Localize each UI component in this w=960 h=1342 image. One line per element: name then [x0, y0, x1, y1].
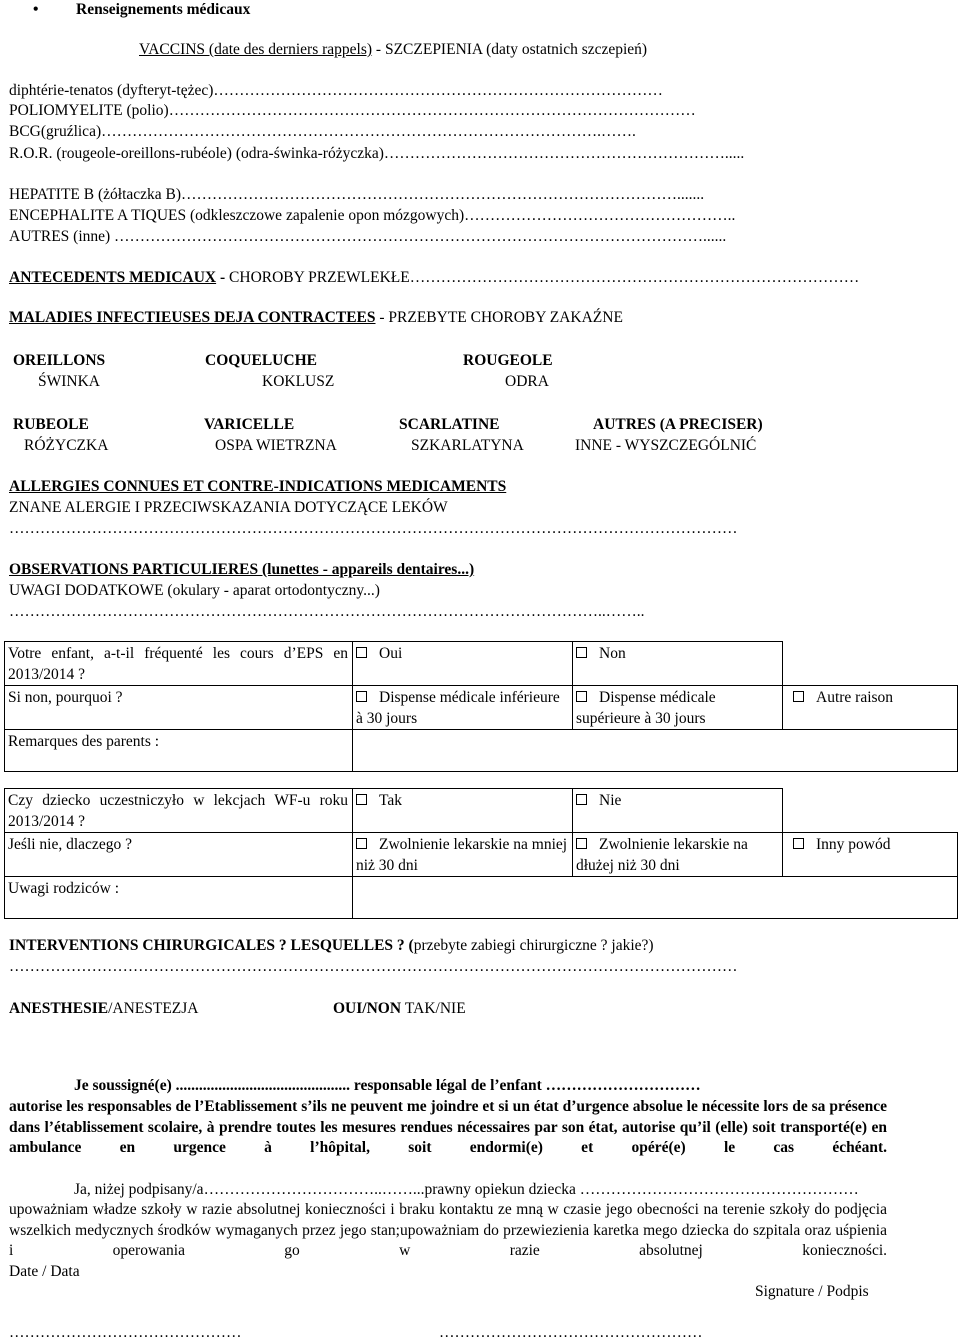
anesthesie-label-pl: /ANESTEZJA	[108, 1000, 199, 1017]
eps-table-pl	[4, 788, 958, 919]
vaccines-heading	[139, 40, 647, 59]
option-label: Oui	[379, 645, 403, 662]
vaccine-line-autres: AUTRES (inne) ……………………………………………………………………………………………………......	[9, 228, 727, 245]
checkbox-icon	[793, 691, 804, 702]
eps-question-pl: Czy dziecko uczestniczyło w lekcjach WF-u roku 2013/2014 ?	[5, 789, 353, 833]
disease-label-fr: RUBEOLE	[13, 416, 89, 433]
checkbox-icon	[356, 794, 367, 805]
disease-scarlatine-checkbox[interactable]	[395, 415, 500, 435]
date-label: Date / Data	[9, 1263, 80, 1280]
declaration-fr-line: Je soussigné(e) ............................................. responsable légal de l’enfant …………………………	[74, 1077, 701, 1094]
eps-superieure-option[interactable]	[573, 686, 783, 730]
disease-label-pl: SZKARLATYNA	[411, 437, 524, 454]
eps-remarques-field-fr[interactable]	[353, 730, 958, 772]
vaccines-heading-pl: SZCZEPIENIA (daty ostatnich szczepień)	[384, 41, 648, 58]
option-label: Dispense médicale supérieure à 30 jours	[576, 689, 716, 727]
disease-label-pl: RÓŻYCZKA	[24, 437, 109, 454]
antecedents-label-pl: CHOROBY PRZEWLEKŁE……………………………………………………………………………	[229, 269, 860, 286]
option-label: Tak	[379, 792, 403, 809]
disease-rubeole-checkbox[interactable]	[9, 415, 89, 435]
eps-remarques-label-fr: Remarques des parents :	[5, 730, 353, 772]
anesthesie-answer-pl: TAK/NIE	[404, 1000, 466, 1017]
disease-label-fr: ROUGEOLE	[463, 352, 553, 369]
maladies-label-pl: - PRZEBYTE CHOROBY ZAKAŹNE	[379, 309, 623, 326]
vaccine-line-polio: POLIOMYELITE (polio)…………………………………………………………………………………………	[9, 102, 696, 119]
anesthesie-answer[interactable]	[333, 999, 466, 1018]
vaccines-heading-fr: VACCINS (date des derniers rappels)	[139, 41, 373, 58]
anesthesie-label-fr: ANESTHESIE	[9, 1000, 109, 1017]
disease-varicelle-checkbox[interactable]	[200, 415, 294, 435]
declaration-fr-paragraph: autorise les responsables de l’Etablissement s’ils ne peuvent me joindre et si un état d’urgence absolue le nécessite lors de sa présence dans l’établissement scolaire, à prendre toutes les mesures rendues nécessaires par son état, autorise qu’il (elle) soit transporté(e) en ambulance en urgence à l’hôpital, soit endormi(e) et opéré(e) le cas échéant.	[9, 1098, 887, 1156]
allergies-label-fr: ALLERGIES CONNUES ET CONTRE-INDICATIONS MEDICAMENTS	[9, 478, 507, 495]
eps-dluzej-option[interactable]	[573, 833, 783, 877]
anesthesie-label	[9, 999, 199, 1018]
empty-cell	[783, 789, 958, 833]
disease-label-pl: ŚWINKA	[38, 373, 100, 390]
vaccine-line-ror: R.O.R. (rougeole-oreillons-rubéole) (odra-świnka-różyczka)………………………………………………………….....	[9, 145, 745, 162]
disease-label-fr: COQUELUCHE	[205, 352, 317, 369]
disease-label-fr: OREILLONS	[13, 352, 106, 369]
allergies-dots[interactable]: ……………………………………………………………………………………………………………………………	[9, 520, 738, 537]
eps-uwagi-label-pl: Uwagi rodziców :	[5, 877, 353, 919]
eps-inny-option[interactable]	[783, 833, 958, 877]
disease-label-pl: OSPA WIETRZNA	[215, 437, 337, 454]
eps-no-option[interactable]	[573, 642, 783, 686]
vaccine-line-diphterie: diphtérie-tenatos (dyfteryt-tężec)……………………………………………………………………………	[9, 82, 663, 99]
eps-table-fr	[4, 641, 958, 772]
option-label: Autre raison	[816, 689, 894, 706]
vaccine-line-hepatite: HEPATITE B (żółtaczka B)…………………………………………………………………………………….......	[9, 186, 705, 203]
observations-dots[interactable]: ……………………………………………………………………………………………………..……..	[9, 603, 645, 620]
checkbox-icon	[576, 691, 587, 702]
antecedents-label-fr: ANTECEDENTS MEDICAUX	[9, 269, 217, 286]
eps-reason-question-pl: Jeśli nie, dlaczego ?	[5, 833, 353, 877]
checkbox-icon	[576, 794, 587, 805]
section-title: Renseignements médicaux	[76, 1, 251, 18]
interventions-dots[interactable]: ……………………………………………………………………………………………………………………………	[9, 958, 738, 975]
disease-label-pl: KOKLUSZ	[262, 373, 335, 390]
declaration-pl-paragraph: upoważniam władze szkoły w razie absolutnej konieczności i braku kontaktu ze mną w czasie jego obecności na terenie szkoły do podjęcia wszelkich medycznych środków wymaganych przez jego stan;upoważniam do przewiezienia karetka mego dziecka do szpitala oraz uśpienia i operowania go w razie absolutnej konieczności.	[9, 1201, 887, 1259]
disease-oreillons-checkbox[interactable]	[9, 351, 105, 371]
checkbox-icon	[356, 838, 367, 849]
section-bullet: •	[33, 1, 39, 18]
disease-label-pl: ODRA	[505, 373, 549, 390]
option-label: Inny powód	[816, 836, 891, 853]
option-label: Zwolnienie lekarskie na mniej niż 30 dni	[356, 836, 568, 874]
interventions-label-fr: INTERVENTIONS CHIRURGICALES ? LESQUELLES ? (	[9, 937, 414, 954]
interventions-line	[9, 936, 654, 955]
option-label: Nie	[599, 792, 622, 809]
option-label: Zwolnienie lekarskie na dłużej niż 30 dni	[576, 836, 748, 874]
disease-coqueluche-checkbox[interactable]	[201, 351, 317, 371]
vaccine-line-encephalite: ENCEPHALITE A TIQUES (odkleszczowe zapalenie opon mózgowych)……………………………………………..	[9, 207, 736, 224]
date-field[interactable]: ………………………………………	[9, 1324, 242, 1341]
disease-label-pl: INNE - WYSZCZEGÓLNIĆ	[575, 437, 757, 454]
empty-cell	[783, 642, 958, 686]
eps-yes-option[interactable]	[353, 642, 573, 686]
allergies-label-pl: ZNANE ALERGIE I PRZECIWSKAZANIA DOTYCZĄCE LEKÓW	[9, 499, 448, 516]
checkbox-icon	[356, 647, 367, 658]
disease-autres-checkbox[interactable]	[589, 415, 763, 435]
antecedents-sep: -	[220, 269, 226, 286]
disease-rougeole-checkbox[interactable]	[459, 351, 553, 371]
antecedents-line	[9, 268, 889, 287]
observations-label-pl: UWAGI DODATKOWE (okulary - aparat ortodontyczny...)	[9, 582, 380, 599]
disease-label-fr: AUTRES (A PRECISER)	[593, 416, 763, 433]
observations-label-fr: OBSERVATIONS PARTICULIERES (lunettes - appareils dentaires...)	[9, 561, 475, 578]
eps-nie-option[interactable]	[573, 789, 783, 833]
vaccines-heading-sep: -	[375, 41, 382, 58]
eps-tak-option[interactable]	[353, 789, 573, 833]
signature-field[interactable]: ……………………………………………	[439, 1324, 703, 1341]
interventions-label-pl: przebyte zabiegi chirurgiczne ? jakie?)	[413, 937, 654, 954]
checkbox-icon	[356, 691, 367, 702]
eps-inferieure-option[interactable]	[353, 686, 573, 730]
signature-label: Signature / Podpis	[755, 1283, 869, 1300]
eps-mniej-option[interactable]	[353, 833, 573, 877]
disease-label-fr: SCARLATINE	[399, 416, 500, 433]
eps-autre-option[interactable]	[783, 686, 958, 730]
eps-question-fr: Votre enfant, a-t-il fréquenté les cours d’EPS en 2013/2014 ?	[5, 642, 353, 686]
anesthesie-answer-fr: OUI/NON	[333, 1000, 402, 1017]
declaration-pl-line: Ja, niżej podpisany/a……………………………..……...prawny opiekun dziecka ………………………………………………	[74, 1181, 859, 1198]
checkbox-icon	[576, 647, 587, 658]
disease-label-fr: VARICELLE	[204, 416, 295, 433]
eps-uwagi-field-pl[interactable]	[353, 877, 958, 919]
maladies-label-fr: MALADIES INFECTIEUSES DEJA CONTRACTEES	[9, 309, 376, 326]
checkbox-icon	[576, 838, 587, 849]
vaccine-line-bcg: BCG(gruźlica)…………………………………………………………………………………….…….	[9, 123, 636, 140]
maladies-line	[9, 308, 623, 327]
eps-reason-question-fr: Si non, pourquoi ?	[5, 686, 353, 730]
option-label: Dispense médicale inférieure à 30 jours	[356, 689, 560, 727]
checkbox-icon	[793, 838, 804, 849]
option-label: Non	[599, 645, 626, 662]
